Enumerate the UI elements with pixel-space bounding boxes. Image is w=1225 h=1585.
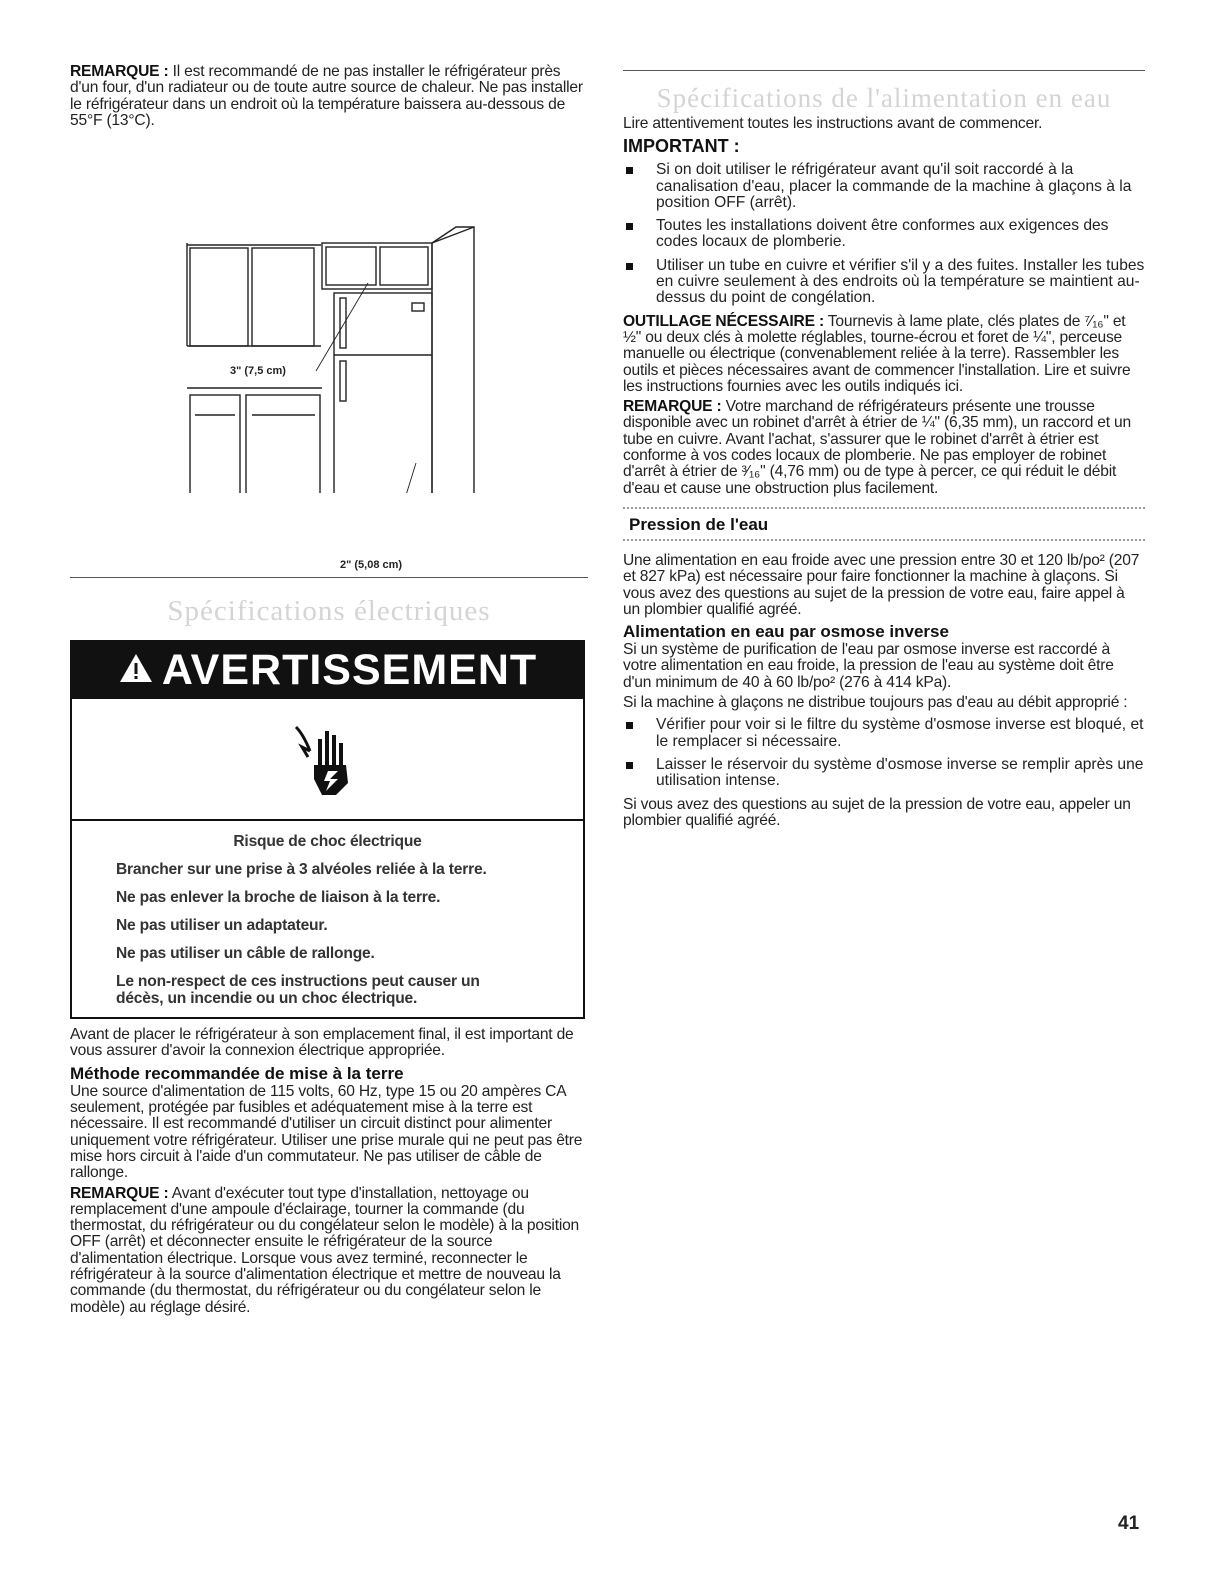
section-title-electrical: Spécifications électriques bbox=[167, 595, 491, 628]
list-item-text: Vérifier pour voir si le filtre du système d'osmose inverse est bloqué, et le remplacer si nécessaire. bbox=[656, 716, 1144, 750]
important-heading: IMPORTANT : bbox=[623, 136, 740, 157]
bullet-icon bbox=[626, 722, 633, 729]
grounding-text: Une source d'alimentation de 115 volts, 60 Hz, type 15 ou 20 ampères CA seulement, protégée par fusibles et adéquatement mise à la terre est nécessaire. Il est recommandé d'utiliser un circuit distinct pour alimenter uniquement votre réfrigérateur. Utiliser une prise murale qui ne peut pas être mise hors circuit à l'aide d'un commutateur. Ne pas utiliser de câble de rallonge. bbox=[70, 1082, 583, 1182]
pressure-text: Une alimentation en eau froide avec une pression entre 30 et 120 lb/po² (207 et 827 kPa) est nécessaire pour faire fonctionner la machine à glaçons. Si vous avez des questions au sujet de la pression de votre eau, faire appel à un plombier qualifié agréé. bbox=[623, 551, 1140, 618]
remarque-chaleur bbox=[70, 64, 588, 129]
electrical-intro: Avant de placer le réfrigérateur à son emplacement final, il est important de vous assurer d'avoir la connexion électrique appropriée. bbox=[70, 1026, 574, 1060]
remarque-text: Votre marchand de réfrigérateurs présente une trousse disponible avec un robinet d'arrêt à étrier de ¼" (6,35 mm), un raccord et un tube en cuivre. Avant l'achat, s'assurer que le robinet d'arrêt à étrier est conforme à vos codes locaux de plomberie. Ne pas employer de robinet d'arrêt à étrier de ³⁄₁₆" (4,76 mm) ou de type à percer, ce qui réduit le débit d'eau et cause une obstruction plus facilement. bbox=[623, 398, 1131, 497]
osmosis-list bbox=[623, 717, 1145, 789]
electric-shock-icon bbox=[72, 699, 583, 821]
warning-line: Ne pas utiliser un câble de rallonge. bbox=[116, 945, 375, 963]
clearance-bottom-label: 2" (5,08 cm) bbox=[340, 559, 403, 572]
clearance-top-label: 3" (7,5 cm) bbox=[230, 365, 286, 378]
refrigerator-clearance-diagram bbox=[70, 133, 588, 493]
page-number: 41 bbox=[1118, 1513, 1140, 1534]
warning-box bbox=[70, 640, 585, 1019]
reverse-osmosis-text: Si un système de purification de l'eau par osmose inverse est raccordé à votre alimentation en eau froide, la pression de l'eau au système doit être d'un minimum de 40 à 60 lb/po² (276 à 414 kPa). bbox=[623, 641, 1114, 691]
warning-line: Brancher sur une prise à 3 alvéoles reliée à la terre. bbox=[116, 861, 487, 879]
grounding-heading: Méthode recommandée de mise à la terre bbox=[70, 1063, 404, 1083]
reverse-osmosis-heading: Alimentation en eau par osmose inverse bbox=[623, 622, 949, 642]
reverse-osmosis-text-2: Si la machine à glaçons ne distribue toujours pas d'eau au débit approprié : bbox=[623, 694, 1128, 712]
right-column bbox=[623, 70, 1145, 833]
section-divider bbox=[70, 577, 588, 578]
warning-risk-title: Risque de choc électrique bbox=[233, 833, 422, 851]
list-item bbox=[623, 757, 1145, 790]
tools-lead: OUTILLAGE NÉCESSAIRE : bbox=[623, 312, 824, 330]
warning-body bbox=[72, 821, 583, 1017]
dotted-divider bbox=[623, 507, 1145, 509]
left-column bbox=[70, 64, 588, 1320]
bullet-icon bbox=[626, 167, 633, 174]
bullet-icon bbox=[626, 223, 633, 230]
warning-title: AVERTISSEMENT bbox=[161, 646, 538, 695]
list-item bbox=[623, 218, 1145, 251]
bullet-icon bbox=[626, 263, 633, 270]
bullet-icon bbox=[626, 762, 633, 769]
remarque-kit bbox=[623, 399, 1145, 497]
remarque-lead: REMARQUE : bbox=[70, 63, 169, 80]
list-item bbox=[623, 258, 1145, 307]
list-item-text: Laisser le réservoir du système d'osmose inverse se remplir après une utilisation intense. bbox=[656, 755, 1144, 790]
list-item-text: Si on doit utiliser le réfrigérateur avant qu'il soit raccordé à la canalisation d'eau, placer la commande de la machine à glaçons à la position OFF (arrêt). bbox=[656, 161, 1132, 211]
tools-text: Tournevis à lame plate, clés plates de ⁷⁄₁₆" et ½" ou deux clés à molette réglables, tourne-écrou et foret de ¼", perceuse manuelle ou électrique (convenablement reliée à la terre). Rassembler les outils et pièces nécessaires avant de commencer l'installation. Lire et suivre les instructions fournies avec les outils indiqués ici. bbox=[623, 312, 1131, 395]
section-divider bbox=[623, 70, 1145, 71]
warning-consequence: Le non-respect de ces instructions peut causer un décès, un incendie ou un choc électrique. bbox=[116, 973, 480, 1008]
warning-line: Ne pas utiliser un adaptateur. bbox=[116, 917, 328, 935]
remarque-text: Il est recommandé de ne pas installer le réfrigérateur près d'un four, d'un radiateur ou de toute autre source de chaleur. Ne pas installer le réfrigérateur dans un endroit où la température baissera au-dessous de 55°F (13°C). bbox=[70, 63, 583, 129]
list-item bbox=[623, 717, 1145, 750]
installation-diagram bbox=[70, 133, 588, 572]
warning-header bbox=[72, 642, 583, 699]
dotted-divider bbox=[623, 539, 1145, 541]
warning-line: Ne pas enlever la broche de liaison à la terre. bbox=[116, 889, 441, 907]
tools-paragraph bbox=[623, 314, 1145, 395]
section-title-water: Spécifications de l'alimentation en eau bbox=[656, 83, 1112, 113]
water-intro: Lire attentivement toutes les instructions avant de commencer. bbox=[623, 115, 1043, 132]
remarque-installation bbox=[70, 1186, 588, 1316]
remarque-lead: REMARQUE : bbox=[70, 1184, 169, 1202]
pressure-heading: Pression de l'eau bbox=[629, 514, 769, 534]
list-item-text: Toutes les installations doivent être conformes aux exigences des codes locaux de plomberie. bbox=[656, 217, 1109, 251]
remarque-text: Avant d'exécuter tout type d'installation, nettoyage ou remplacement d'une ampoule d'éclairage, tourner la commande (du thermostat, du réfrigérateur ou du congélateur selon le modèle) à la position OFF (arrêt) et déconnecter ensuite le réfrigérateur de la source d'alimentation électrique. Lorsque vous avez terminé, reconnecter le réfrigérateur à la source d'alimentation électrique et mettre de nouveau la commande (du thermostat, du réfrigérateur ou du congélateur selon le modèle) au réglage désiré. bbox=[70, 1184, 580, 1316]
remarque-lead: REMARQUE : bbox=[623, 398, 722, 416]
list-item-text: Utiliser un tube en cuivre et vérifier s'il y a des fuites. Installer les tubes en cuivre seulement à des endroits où la température se maintient au-dessus du point de congélation. bbox=[656, 256, 1145, 307]
warning-triangle-icon bbox=[118, 646, 154, 695]
important-list bbox=[623, 162, 1145, 306]
closing-text: Si vous avez des questions au sujet de la pression de votre eau, appeler un plombier qualifié agréé. bbox=[623, 795, 1131, 829]
list-item bbox=[623, 162, 1145, 211]
